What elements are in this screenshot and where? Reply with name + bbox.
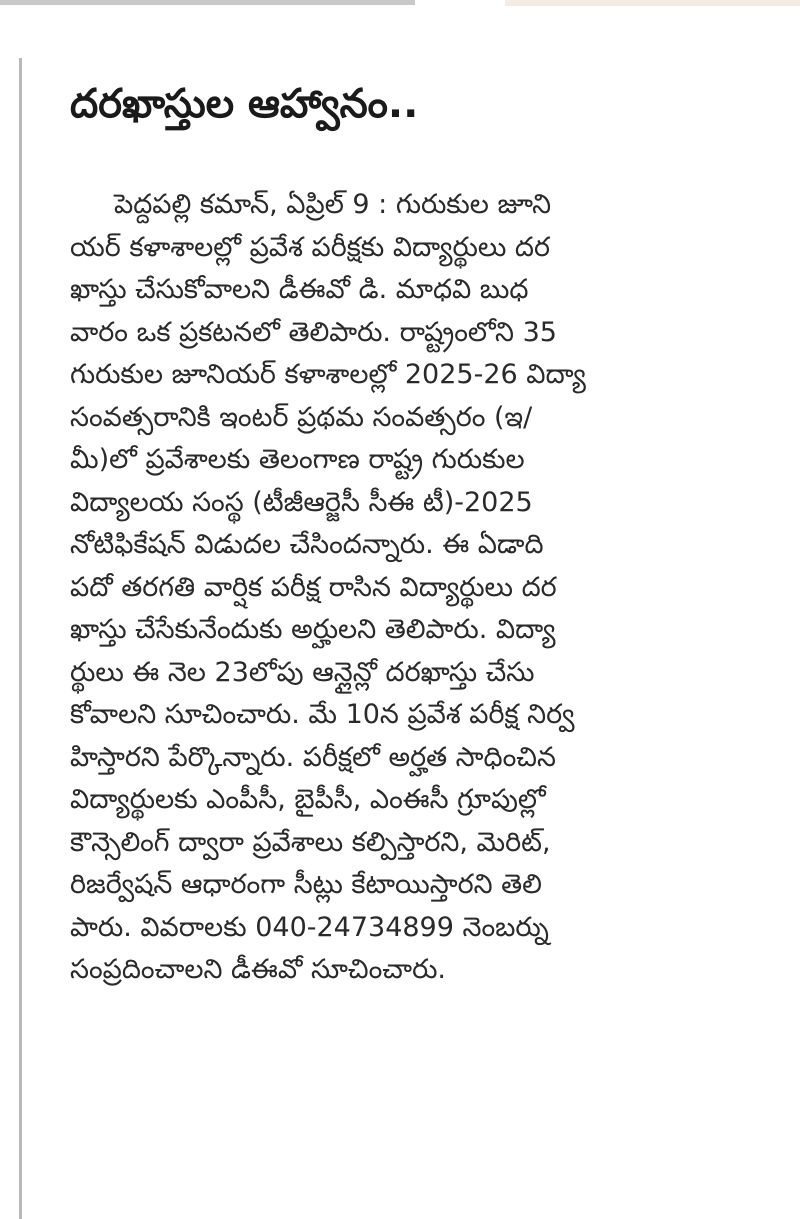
article-line: ఖాస్తు చేసేకునేందుకు అర్హులని తెలిపారు. విద్యా [70,614,556,645]
article-line: సంవత్సరానికి ఇంటర్ ప్రథమ సంవత్సరం (ఇ/ [70,401,533,433]
article-line: విద్యార్థులకు ఎంపీసీ, బైపీసీ, ఎంఈసీ గ్రూపుల్లో [70,784,546,815]
article-line: నోటిఫికేషన్ విడుదల చేసిందన్నారు. ఈ ఏడాది [70,529,544,560]
article-line: ఖాస్తు చేసుకోవాలని డీఈవో డి. మాధవి బుధ [70,274,529,305]
article-body [70,184,785,992]
article-line: మీ)లో ప్రవేశాలకు తెలంగాణ రాష్ట్ర గురుకుల [70,444,525,475]
article-line: కౌన్సెలింగ్ ద్వారా ప్రవేశాలు కల్పిస్తారని, మెరిట్, [70,826,551,858]
article-headline: దరఖాస్తుల ఆహ్వానం.. [70,81,419,127]
top-divider [0,0,415,5]
article-line: పారు. వివరాలకు 040-24734899 నెంబర్ను [70,911,549,943]
article-line: పదో తరగతి వార్షిక పరీక్ష రాసిన విద్యార్థులు దర [70,571,557,603]
column-divider [19,58,22,1219]
article-line: హిస్తారని పేర్కొన్నారు. పరీక్షలో అర్హత సాధించిన [70,741,556,773]
article-line: ర్థులు ఈ నెల 23లోపు ఆన్లైన్లో దరఖాస్తు చేసు [70,656,535,688]
article-line: వారం ఒక ప్రకటనలో తెలిపారు. రాష్ట్రంలోని 35 [70,316,557,348]
article-line: గురుకుల జూనియర్ కళాశాలల్లో 2025-26 విద్యా [70,359,586,390]
article-line: విద్యాలయ సంస్థ (టీజీఆర్జెసీ సీఈ టీ)-2025 [70,486,533,518]
article-line: పెద్దపల్లి కమాన్, ఏప్రిల్ 9 : గురుకుల జూని [114,189,552,220]
article-line: యర్ కళాశాలల్లో ప్రవేశ పరీక్షకు విద్యార్థులు దర [70,231,550,263]
adjacent-column-edge [505,0,800,6]
article-line: సంప్రదించాలని డీఈవో సూచించారు. [70,954,447,985]
article-line: రిజర్వేషన్ ఆధారంగా సీట్లు కేటాయిస్తారని తెలి [70,869,542,900]
article-line: కోవాలని సూచించారు. మే 10న ప్రవేశ పరీక్ష నిర్వ [70,699,575,730]
